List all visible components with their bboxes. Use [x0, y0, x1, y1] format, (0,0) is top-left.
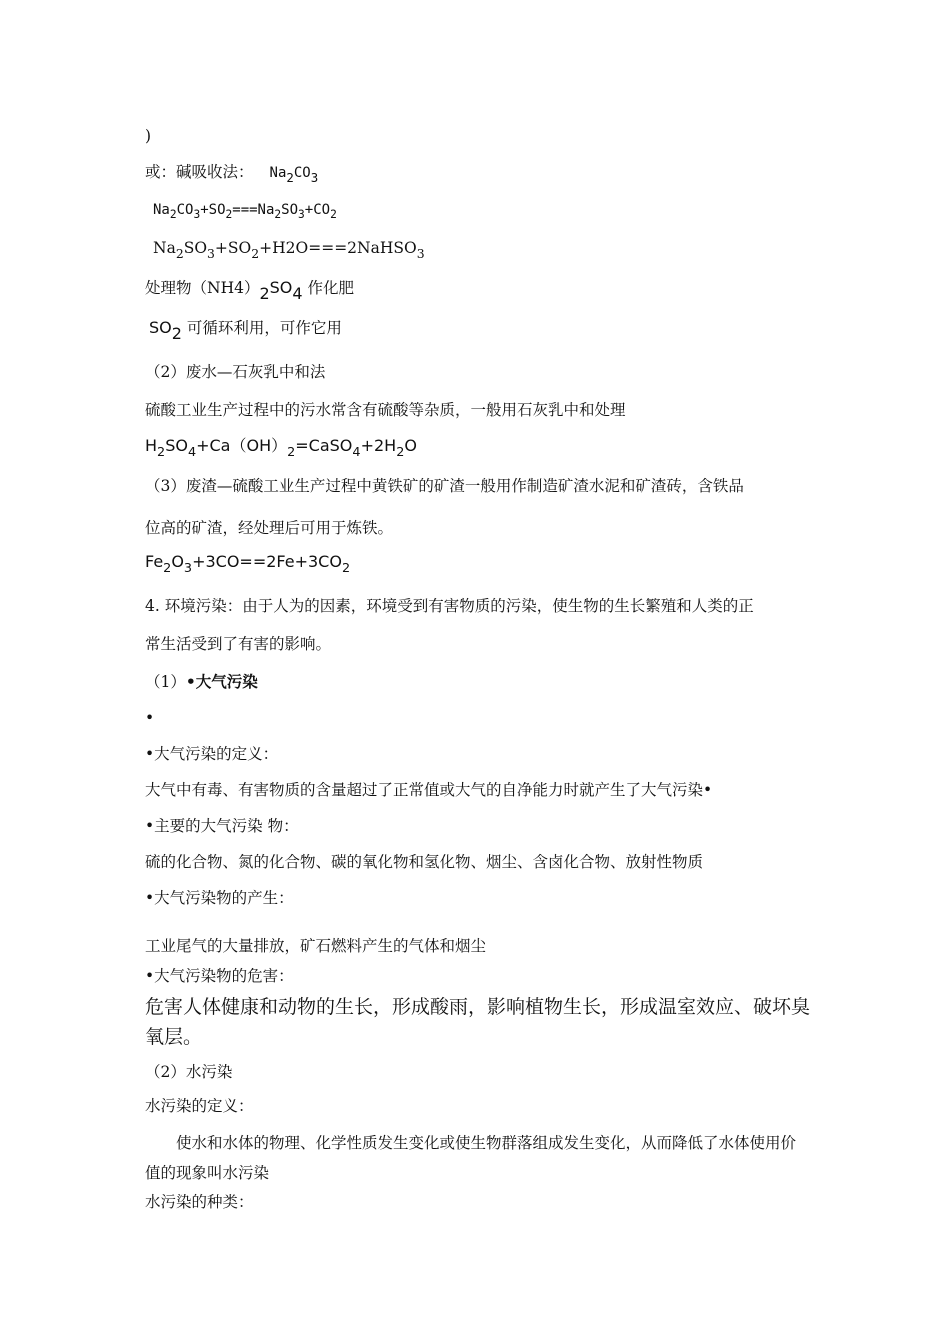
formula-sub: 2 — [163, 560, 172, 576]
main-pollutants-label: •主要的大气污染 物： — [145, 817, 299, 835]
formula-part: O — [404, 436, 417, 455]
water-pollution-types-label: 水污染的种类： — [145, 1193, 254, 1211]
text-part: 可循环利用，可作它用 — [181, 319, 342, 337]
formula-part: SO — [281, 202, 299, 218]
formula-part: +CO — [304, 202, 331, 218]
formula-sub: 3 — [310, 169, 319, 185]
equation-h2so4-caoh2 — [145, 436, 417, 458]
formula-sub: 4 — [352, 444, 361, 460]
formula-sub: 2 — [274, 208, 282, 222]
formula-part: SO — [269, 278, 293, 297]
wastewater-text: 硫酸工业生产过程中的污水常含有硫酸等杂质，一般用石灰乳中和处理 — [145, 401, 626, 419]
text-part: 作化肥 — [302, 279, 355, 297]
formula-sub: 4 — [187, 444, 197, 460]
formula-part: ===Na — [232, 202, 275, 218]
heading-number: （1） — [145, 673, 186, 691]
so2-recycle-line — [149, 318, 342, 344]
formula-sub: 2 — [175, 245, 184, 261]
formula-part: Na — [153, 202, 170, 218]
pollutant-source-label: •大气污染物的产生： — [145, 889, 294, 907]
closing-paren: ) — [145, 127, 152, 145]
main-pollutants-text: 硫的化合物、氮的化合物、碳的氧化物和氢化物、烟尘、含卤化合物、放射性物质 — [145, 853, 704, 871]
air-pollution-heading — [145, 672, 258, 692]
wastewater-heading: （2）废水—石灰乳中和法 — [145, 363, 326, 381]
formula-sub: 2 — [169, 208, 177, 222]
formula-sub: 2 — [330, 208, 337, 222]
formula-sub: 3 — [193, 208, 201, 222]
pollutant-source-text: 工业尾气的大量排放，矿石燃料产生的气体和烟尘 — [145, 937, 487, 955]
water-pollution-heading: （2）水污染 — [145, 1063, 233, 1081]
formula-part: Fe — [145, 552, 164, 571]
equation-na2so3-so2 — [153, 238, 425, 259]
alkali-absorption-label: 或：碱吸收法： — [145, 163, 254, 181]
formula-part: +SO — [200, 202, 226, 218]
formula-sub: 2 — [225, 208, 233, 222]
water-pollution-definition-text: 使水和水体的物理、化学性质发生变化或使生物群落组成发生变化，从而降低了水体使用价值的现象叫水污染 — [145, 1134, 797, 1182]
formula-sub: 2 — [341, 560, 351, 576]
formula-sub: 3 — [298, 208, 305, 222]
heading-text: •大气污染 — [185, 673, 258, 691]
formula-sub: 3 — [416, 245, 425, 261]
formula-sub: 3 — [207, 245, 215, 261]
air-pollution-definition-label: •大气污染的定义： — [145, 745, 279, 763]
slag-heading: （3）废渣—硫酸工业生产过程中黄铁矿的矿渣一般用作制造矿渣水泥和矿渣砖，含铁品 — [145, 477, 744, 495]
formula-sub: 4 — [292, 284, 303, 304]
formula-sub: 2 — [396, 444, 405, 460]
formula-part: +2H — [360, 436, 397, 455]
formula-sub: 2 — [251, 245, 260, 261]
formula-part: +Ca（OH） — [196, 436, 288, 455]
air-pollution-definition-text: 大气中有毒、有害物质的含量超过了正常值或大气的自净能力时就产生了大气污染• — [145, 781, 713, 799]
fertilizer-line — [145, 278, 355, 304]
formula-part: +3CO==2Fe+3CO — [192, 552, 342, 571]
formula-part: SO — [183, 239, 208, 257]
formula-part: =CaSO — [295, 436, 353, 455]
formula-sub: 2 — [171, 324, 182, 344]
water-pollution-definition-label: 水污染的定义： — [145, 1097, 254, 1115]
formula-sub: 2 — [286, 169, 294, 185]
formula-part: +SO — [214, 239, 252, 257]
formula-part: Na — [153, 239, 176, 257]
pollution-definition-line2: 常生活受到了有害的影响。 — [145, 635, 332, 653]
formula-part: O — [171, 552, 184, 571]
text-part: 处理物（NH4） — [145, 279, 260, 297]
equation-na2co3-so2 — [153, 200, 337, 221]
formula-sub: 2 — [157, 444, 166, 460]
alkali-absorption-line — [145, 162, 318, 183]
bullet: • — [145, 709, 155, 727]
formula-part: +H2O===2NaHSO — [259, 239, 417, 257]
formula-part: SO — [149, 318, 172, 337]
equation-fe2o3-co — [145, 552, 350, 574]
pollution-definition-line1: 4. 环境污染：由于人为的因素，环境受到有害物质的污染，使生物的生长繁殖和人类的正 — [145, 597, 754, 615]
formula-part: CO — [176, 202, 194, 218]
slag-text: 位高的矿渣，经处理后可用于炼铁。 — [145, 519, 394, 537]
formula-sub: 2 — [287, 444, 296, 460]
formula-part: SO — [165, 436, 188, 455]
formula-sub: 2 — [259, 284, 270, 304]
formula-part: CO — [293, 165, 311, 181]
formula-part: H — [145, 436, 158, 455]
formula-part: Na — [269, 165, 287, 181]
pollutant-harm-text: 危害人体健康和动物的生长，形成酸雨，影响植物生长，形成温室效应、破坏臭氧层。 — [145, 996, 811, 1048]
pollutant-harm-label: •大气污染物的危害： — [145, 967, 294, 985]
formula-sub: 3 — [183, 560, 193, 576]
